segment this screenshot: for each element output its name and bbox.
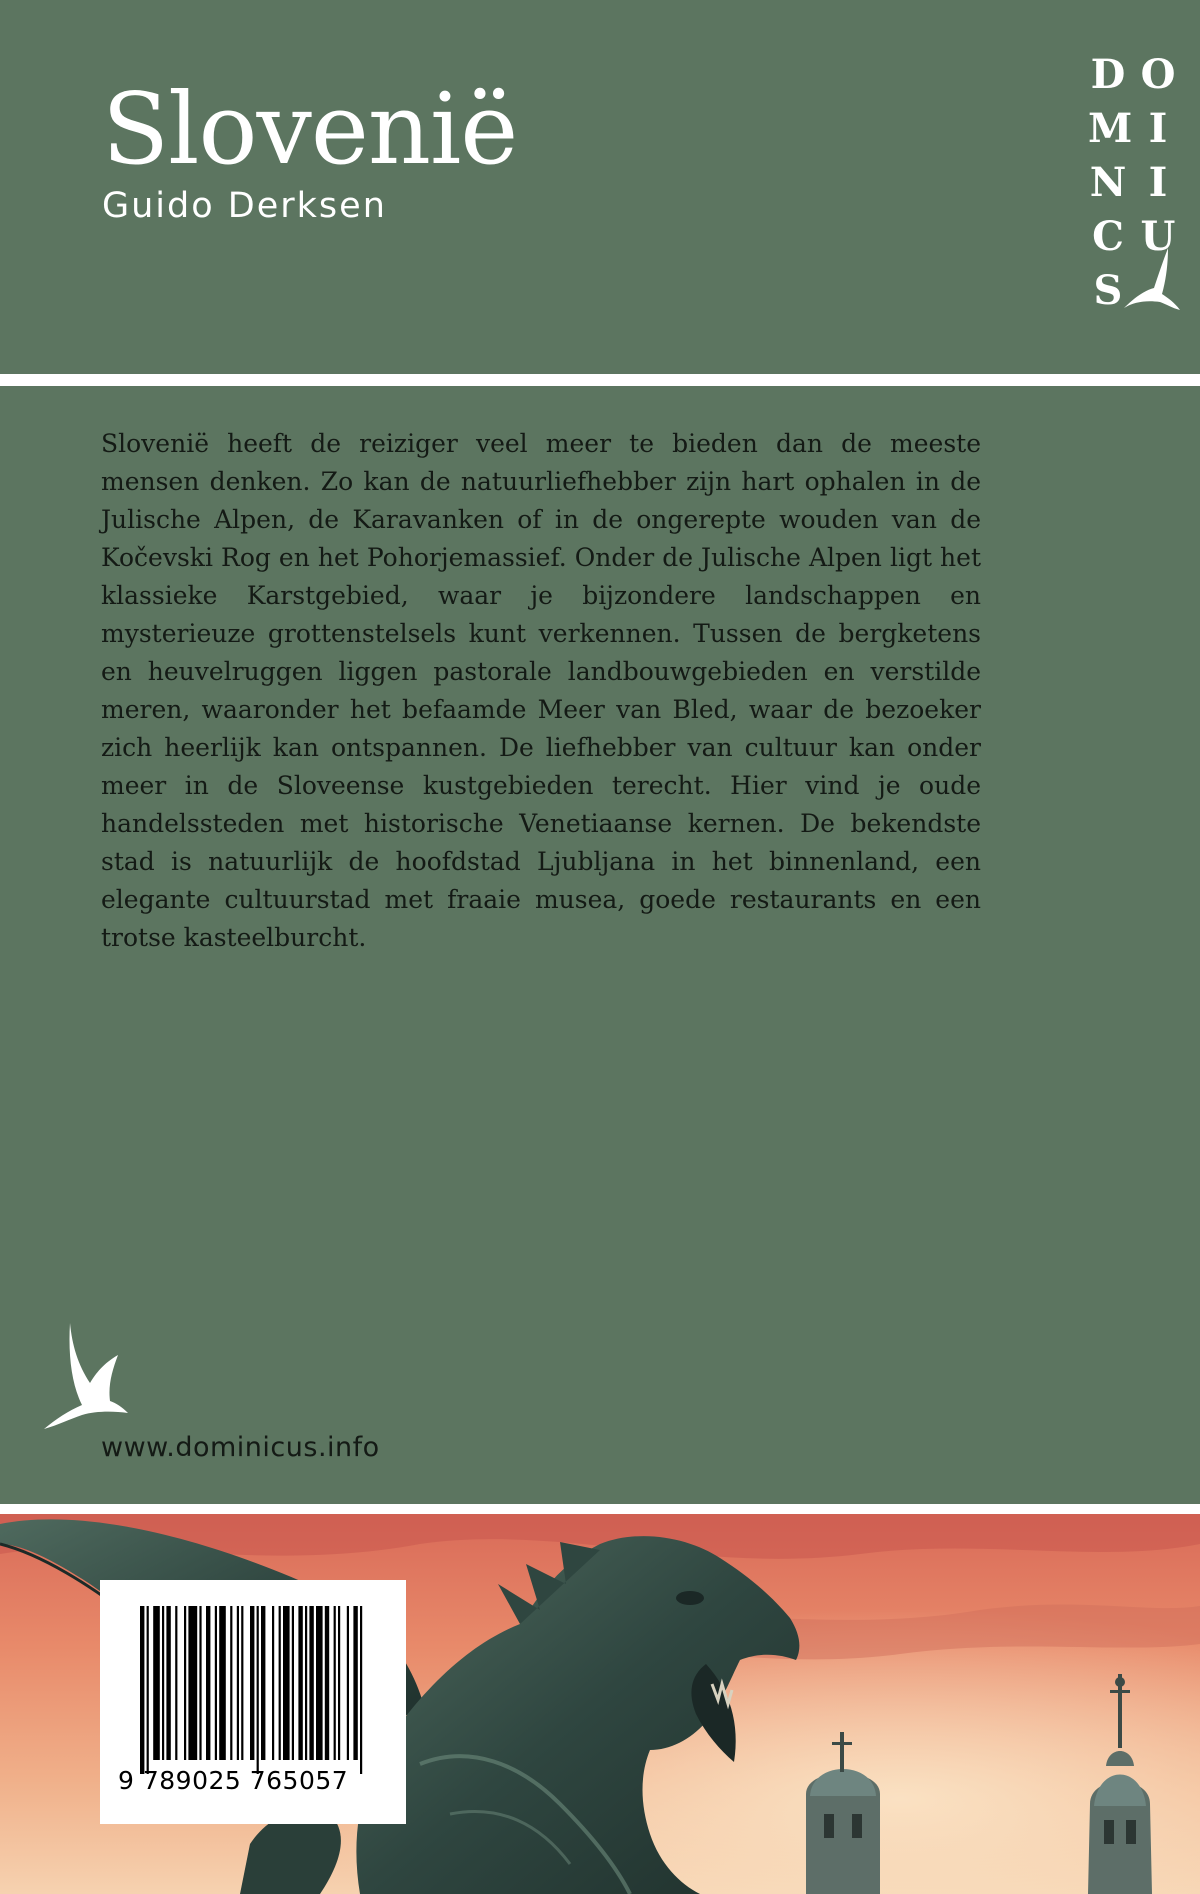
description-panel (0, 386, 1200, 1504)
isbn-number: 9 789025 765057 (118, 1766, 349, 1795)
barcode-bar (360, 1606, 362, 1774)
isbn-barcode (100, 1580, 406, 1824)
barcode-bar (250, 1606, 254, 1760)
barcode-bar (184, 1606, 186, 1760)
logo-letter: I (1148, 159, 1168, 206)
title-panel (0, 0, 1200, 374)
barcode-bar (257, 1606, 259, 1774)
barcode-bars (140, 1606, 366, 1774)
logo-letter: M (1088, 105, 1133, 152)
barcode-bar (272, 1606, 274, 1760)
barcode-bar (261, 1606, 265, 1760)
swallow-bird-icon (42, 1321, 132, 1429)
barcode-bar (147, 1606, 149, 1774)
barcode-bar (206, 1606, 210, 1760)
logo-letter: O (1140, 51, 1176, 98)
book-author: Guido Derksen (102, 186, 387, 226)
book-description: Slovenië heeft de reiziger veel meer te bieden dan de meeste mensen denken. Zo kan de natuurliefhebber zijn hart ophalen in de Julische Alpen, de Karavanken of in de ongerepte wouden van de Kočevski Rog en het Pohorjemassief. Onder de Julische Alpen ligt het klassieke Karstgebied, waar je bijzondere landschappen en mysterieuze grottenstelsels kunt verkennen. Tussen de bergketens en heuvelruggen liggen pastorale landbouwgebieden en verstilde meren, waaronder het befaamde Meer van Bled, waar de bezoeker zich heerlijk kan ontspannen. De liefhebber van cultuur kan onder meer in de Sloveense kustgebieden terecht. Hier vind je oude handelssteden met historische Venetiaanse kernen. De bekendste stad is natuurlijk de hoofdstad Ljubljana in het binnenland, een elegante cultuurstad met fraaie musea, goede restaurants en een trotse kasteelburcht. (101, 429, 981, 952)
barcode-bar (298, 1606, 302, 1760)
logo-row (1088, 48, 1178, 102)
barcode-bar (162, 1606, 164, 1760)
barcode-bar (241, 1606, 243, 1760)
logo-letter: U (1140, 213, 1176, 260)
barcode-bar (305, 1606, 307, 1760)
barcode-bar (199, 1606, 201, 1760)
logo-letter: D (1090, 51, 1126, 98)
logo-letter: I (1148, 105, 1168, 152)
publisher-logo (1088, 48, 1178, 318)
barcode-bar (237, 1606, 239, 1760)
barcode-bar (292, 1606, 294, 1760)
book-title: Slovenië (102, 73, 518, 187)
barcode-bar (338, 1606, 340, 1760)
logo-row (1088, 102, 1178, 156)
barcode-bar (140, 1606, 144, 1774)
barcode-bar (219, 1606, 226, 1760)
barcode-bar (347, 1606, 349, 1760)
swallow-bird-icon (1110, 244, 1182, 316)
barcode-bar (353, 1606, 357, 1760)
barcode-bar (316, 1606, 323, 1760)
logo-row (1088, 156, 1178, 210)
barcode-bar (175, 1606, 177, 1760)
barcode-bar (334, 1606, 336, 1760)
barcode-bar (283, 1606, 290, 1760)
barcode-bar (230, 1606, 232, 1760)
barcode-bar (279, 1606, 281, 1760)
publisher-website: www.dominicus.info (101, 1432, 380, 1463)
barcode-bar (215, 1606, 217, 1760)
barcode-bar (153, 1606, 160, 1760)
barcode-bar (188, 1606, 197, 1760)
barcode-bar (309, 1606, 313, 1760)
logo-letter: S (1093, 267, 1123, 314)
logo-letter: N (1089, 159, 1127, 206)
logo-letter: C (1092, 213, 1124, 260)
barcode-bar (166, 1606, 170, 1760)
barcode-bar (325, 1606, 329, 1760)
